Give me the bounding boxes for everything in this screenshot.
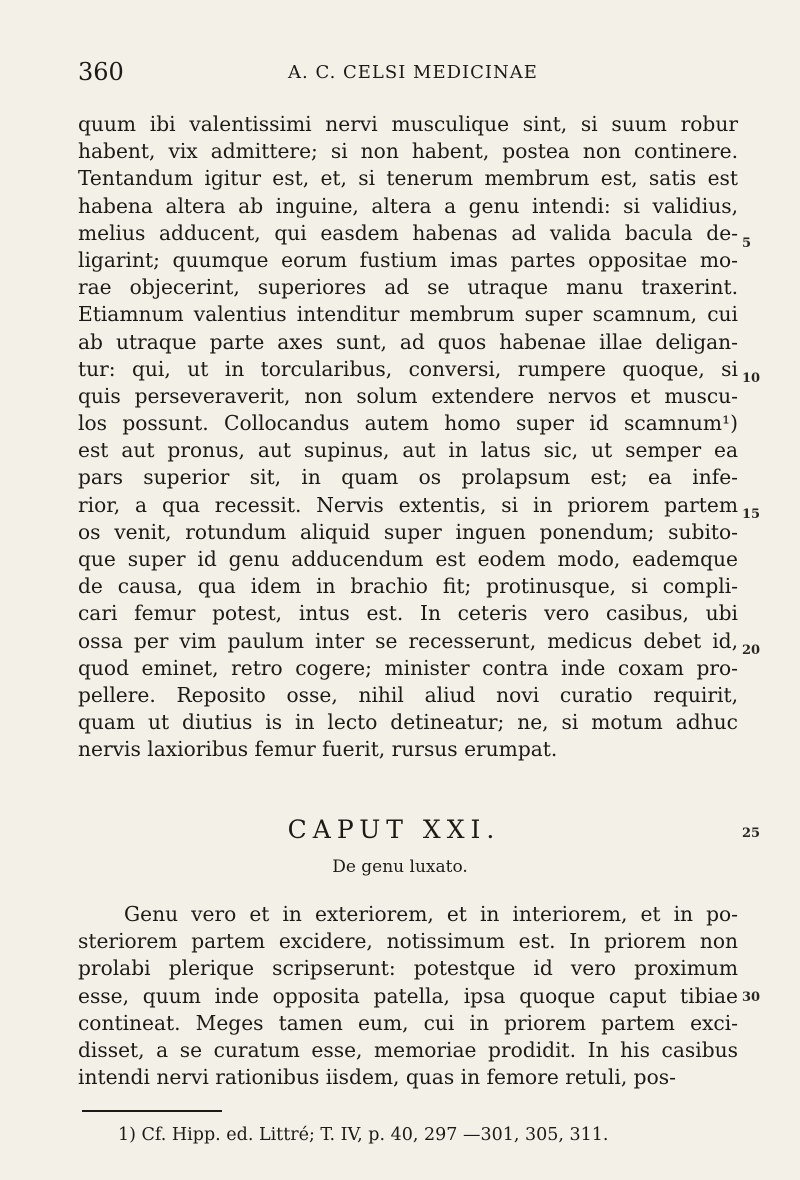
text-line: quod eminet, retro cogere; minister contra inde coxam pro-	[78, 655, 738, 680]
text-line: esse, quum inde opposita patella, ipsa quoque caput tibiae	[78, 983, 738, 1008]
text-line: que super id genu adducendum est eodem modo, eademque	[78, 547, 738, 571]
text-line: est aut pronus, aut supinus, aut in latus sic, ut semper ea	[78, 438, 738, 463]
text-line: prolabi plerique scripserunt: potestque id vero proximum	[78, 956, 738, 981]
chapter-title: CAPUT XXI.	[287, 815, 501, 844]
text-line: pellere. Reposito osse, nihil aliud novi curatio requirit,	[78, 682, 738, 707]
margin-line-number: 30	[742, 990, 761, 1005]
text-line: habena altera ab inguine, altera a genu intendi: si validius,	[78, 193, 738, 218]
text-line: rior, a qua recessit. Nervis extentis, si in priorem partem	[78, 492, 738, 517]
text-line: nervis laxioribus femur fuerit, rursus erumpat.	[78, 737, 558, 762]
text-line: quam ut diutius is in lecto detineatur; ne, si motum adhuc	[78, 710, 738, 735]
text-line: pars superior sit, in quam os prolapsum est; ea infe-	[78, 465, 738, 490]
text-line: tur: qui, ut in torcularibus, conversi, rumpere quoque, si	[78, 356, 738, 381]
text-line: los possunt. Collocandus autem homo super id scamnum¹)	[78, 411, 738, 436]
text-line: quum ibi valentissimi nervi musculique sint, si suum robur	[78, 112, 738, 136]
margin-line-number: 25	[742, 826, 761, 841]
margin-line-number: 20	[742, 643, 761, 658]
text-line: os venit, rotundum aliquid super inguen ponendum; subito-	[78, 519, 738, 544]
text-line: disset, a se curatum esse, memoriae prodidit. In his casibus	[78, 1037, 738, 1062]
running-title: A. C. CELSI MEDICINAE	[288, 62, 538, 83]
text-line: steriorem partem excidere, notissimum est. In priorem non	[78, 929, 738, 954]
text-line: Genu vero et in exteriorem, et in interiorem, et in po-	[124, 902, 738, 926]
text-line: quis perseveraverit, non solum extendere nervos et muscu-	[78, 383, 738, 408]
text-line: contineat. Meges tamen eum, cui in priorem partem exci-	[78, 1010, 738, 1035]
footnote: 1) Cf. Hipp. ed. Littré; T. IV, p. 40, 297 —301, 305, 311.	[118, 1125, 609, 1145]
margin-line-number: 15	[742, 507, 761, 522]
text-line: ossa per vim paulum inter se recesserunt, medicus debet id,	[78, 628, 738, 653]
margin-line-number: 5	[742, 236, 752, 251]
paragraph-chapter-start	[78, 901, 738, 1091]
page-header	[78, 58, 738, 88]
text-line: rae objecerint, superiores ad se utraque manu traxerint.	[78, 275, 738, 300]
text-line: Tentandum igitur est, et, si tenerum membrum est, satis est	[78, 166, 738, 191]
text-line: ab utraque parte axes sunt, ad quos habenae illae deligan-	[78, 329, 738, 354]
text-line: melius adducent, qui easdem habenas ad valida bacula de-	[78, 220, 738, 245]
text-line: de causa, qua idem in brachio fit; protinusque, si compli-	[78, 574, 738, 599]
text-line: Etiamnum valentius intenditur membrum super scamnum, cui	[78, 302, 738, 327]
text-line: ligarint; quumque eorum fustium imas partes oppositae mo-	[78, 247, 738, 272]
footnote-rule	[82, 1110, 222, 1112]
text-line: intendi nervi rationibus iisdem, quas in femore retuli, pos-	[78, 1065, 676, 1090]
paragraph-continued	[78, 111, 738, 764]
text-line: cari femur potest, intus est. In ceteris vero casibus, ubi	[78, 601, 738, 626]
margin-line-number: 10	[742, 371, 761, 386]
text-line: habent, vix admittere; si non habent, postea non continere.	[78, 139, 738, 164]
page-number: 360	[78, 58, 124, 86]
chapter-subtitle: De genu luxato.	[332, 857, 468, 877]
